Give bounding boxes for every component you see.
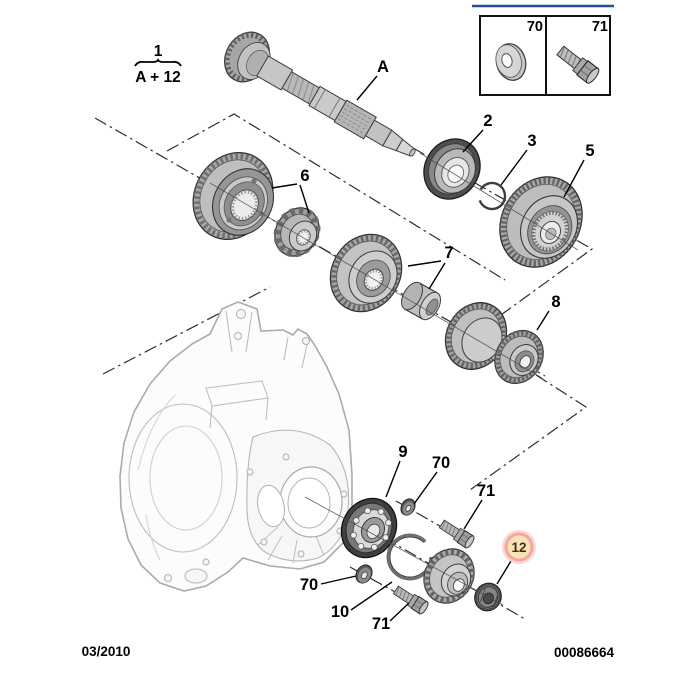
leader-6a [272,184,297,188]
callout-70-lower: 70 [299,576,319,594]
leader-A [357,76,377,100]
fraction-denominator: A + 12 [135,69,181,86]
callout-shaft-A: A [377,58,389,76]
callout-5: 5 [585,142,595,160]
washer-70-lower [353,562,375,586]
leader-70-lower [321,576,356,584]
gearbox-housing [120,302,352,591]
callout-3: 3 [527,132,537,150]
housing-main-bore-inner [288,478,330,528]
synchro-assembly [178,138,289,254]
callout-71-lower: 71 [371,615,391,633]
leader-3 [501,150,527,185]
fraction-brace [135,60,181,66]
leader-9 [386,461,400,497]
leader-71-upper [464,500,482,529]
leader-8 [537,311,549,330]
gear-5 [484,162,599,282]
callout-7: 7 [444,244,454,262]
callout-10: 10 [330,603,350,621]
legend-label-70: 70 [526,19,543,35]
gear-7 [317,221,416,324]
axis-line-gear8-link [470,375,586,490]
footer-date: 03/2010 [81,644,131,659]
highlight-badge-12[interactable] [502,530,536,564]
bolt-71-lower [392,584,430,615]
footer-doc-number: 00086664 [553,645,615,660]
highlight-badge-label: 12 [511,540,527,555]
callout-2: 2 [483,112,493,130]
callout-6: 6 [300,167,310,185]
leader-7b [429,263,445,289]
fraction-numerator: 1 [153,43,163,60]
footer [82,644,615,660]
callout-70-upper: 70 [431,454,451,472]
double-gear-8 [434,292,553,393]
leader-10 [351,582,392,610]
washer-70-upper [398,496,418,517]
legend-box [472,6,614,95]
leader-70-upper [414,472,437,504]
bolt-71-upper [438,518,476,549]
callout-9: 9 [398,443,408,461]
leader-12 [497,561,511,584]
legend-label-71: 71 [591,19,608,35]
callout-71-upper: 71 [476,482,496,500]
pinion-gear [266,200,327,264]
bearing-2 [413,129,491,210]
callout-8: 8 [551,293,561,311]
leader-71-lower [390,603,409,621]
fraction-header [135,43,181,86]
leader-7a [408,261,441,266]
